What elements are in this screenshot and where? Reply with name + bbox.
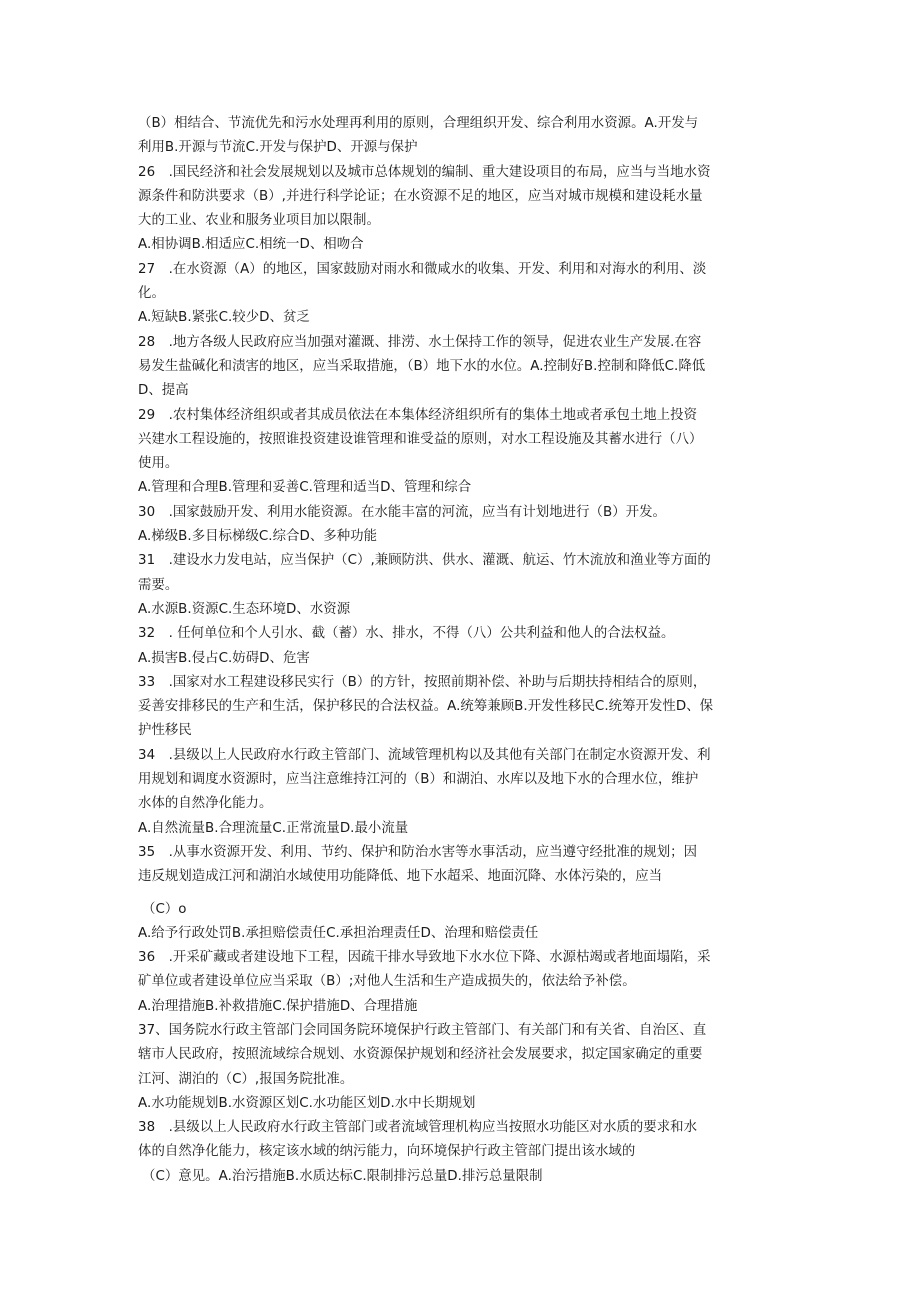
text-line: A.相协调B.相适应C.相统一D、相吻合	[138, 237, 364, 253]
text-line: A.自然流量B.合理流量C.正常流量D.最小流量	[138, 820, 409, 836]
text-line: 化。	[138, 286, 165, 302]
text-line: （C）o	[142, 901, 187, 917]
text-line: 辖市人民政府，按照流域综合规划、水资源保护规划和经济社会发展要求，拟定国家确定的重要	[138, 1047, 703, 1063]
text-line: 31 .建设水力发电站，应当保护（C）,兼顾防洪、供水、灌溉、航运、竹木流放和渔业等方面的	[138, 553, 711, 569]
text-line: （C）意见。A.治污措施B.水质达标C.限制排污总量D.排污总量限制	[142, 1168, 543, 1184]
text-line: 大的工业、农业和服务业项目加以限制。	[138, 213, 380, 229]
text-line: （B）相结合、节流优先和污水处理再利用的原则，合理组织开发、综合利用水资源。A.开发与	[138, 116, 699, 131]
text-line: 26 .国民经济和社会发展规划以及城市总体规划的编制、重大建设项目的布局，应当与当地水资	[138, 164, 711, 180]
text-line: 源条件和防洪要求（B）,并进行科学论证；在水资源不足的地区，应当对城市规模和建设耗水量	[138, 188, 703, 204]
text-line: 兴建水工程设施的，按照谁投资建设谁管理和谁受益的原则，对水工程设施及其蓄水进行（八）	[138, 431, 703, 447]
text-line: 水体的自然净化能力。	[138, 796, 273, 812]
text-line: A.水源B.资源C.生态环境D、水资源	[138, 601, 351, 617]
text-line: 体的自然净化能力，核定该水域的纳污能力，向环境保护行政主管部门提出该水域的	[138, 1144, 636, 1160]
text-line: 35 .从事水资源开发、利用、节约、保护和防治水害等水事活动，应当遵守经批准的规划；因	[138, 844, 698, 860]
text-line: A.损害B.侵占C.妨碍D、危害	[138, 650, 310, 666]
text-line: A.给予行政处罚B.承担赔偿责任C.承担治理责任D、治理和赔偿责任	[138, 925, 539, 941]
text-line: 需要。	[138, 577, 179, 593]
text-line: A.梯级B.多目标梯级C.综合D、多种功能	[138, 529, 378, 545]
text-line: 37、国务院水行政主管部门会同国务院环境保护行政主管部门、有关部门和有关省、自治区、直	[138, 1022, 707, 1038]
text-line: 36 .开采矿藏或者建设地下工程，因疏干排水导致地下水水位下降、水源枯竭或者地面塌陷，采	[138, 950, 711, 966]
text-line: 利用B.开源与节流C.开发与保护D、开源与保护	[138, 140, 418, 156]
text-line: A.水功能规划B.水资源区划C.水功能区划D.水中长期规划	[138, 1095, 476, 1111]
text-line: 用规划和调度水资源时，应当注意维持江河的（B）和湖泊、水库以及地下水的合理水位，维护	[138, 772, 699, 788]
text-line: D、提高	[138, 383, 189, 399]
text-line: 违反规划造成江河和湖泊水域使用功能降低、地下水超采、地面沉降、水体污染的，应当	[138, 869, 663, 885]
text-line: 34 .县级以上人民政府水行政主管部门、流域管理机构以及其他有关部门在制定水资源开发、利	[138, 747, 711, 763]
text-line: 38 .县级以上人民政府水行政主管部门或者流域管理机构应当按照水功能区对水质的要求和水	[138, 1120, 698, 1136]
text-line: A.短缺B.紧张C.较少D、贫乏	[138, 310, 310, 326]
text-line: 使用。	[138, 456, 179, 472]
text-line: 护性移民	[138, 723, 192, 739]
text-line: 江河、湖泊的（C）,报国务院批准。	[138, 1071, 354, 1087]
text-line: A.管理和合理B.管理和妥善C.管理和适当D、管理和综合	[138, 480, 472, 496]
text-line: 妥善安排移民的生产和生活，保护移民的合法权益。A.统筹兼顾B.开发性移民C.统筹开发性D、保	[138, 699, 714, 715]
text-line: 矿单位或者建设单位应当采取（B）;对他人生活和生产造成损失的，依法给予补偿。	[138, 974, 636, 990]
text-line: 30 .国家鼓励开发、利用水能资源。在水能丰富的河流，应当有计划地进行（B）开发。	[138, 504, 666, 520]
text-line: 易发生盐碱化和渍害的地区，应当采取措施，（B）地下水的水位。A.控制好B.控制和降低C.降低	[138, 358, 706, 374]
text-line: 28 .地方各级人民政府应当加强对灌溉、排涝、水土保持工作的领导，促进农业生产发展.在容	[138, 334, 702, 350]
text-line: 27 .在水资源（A）的地区，国家鼓励对雨水和微咸水的收集、开发、利用和对海水的利用、淡	[138, 261, 707, 277]
text-line: 29 .农村集体经济组织或者其成员依法在本集体经济组织所有的集体土地或者承包土地上投资	[138, 407, 698, 423]
text-line: A.治理措施B.补救措施C.保护措施D、合理措施	[138, 998, 418, 1014]
text-line: 32 . 任何单位和个人引水、截（蓄）水、排水，不得（八）公共利益和他人的合法权益。	[138, 626, 675, 642]
text-line: 33 .国家对水工程建设移民实行（B）的方针，按照前期补偿、补助与后期扶持相结合的原则，	[138, 674, 707, 690]
document-page	[138, 112, 784, 1189]
